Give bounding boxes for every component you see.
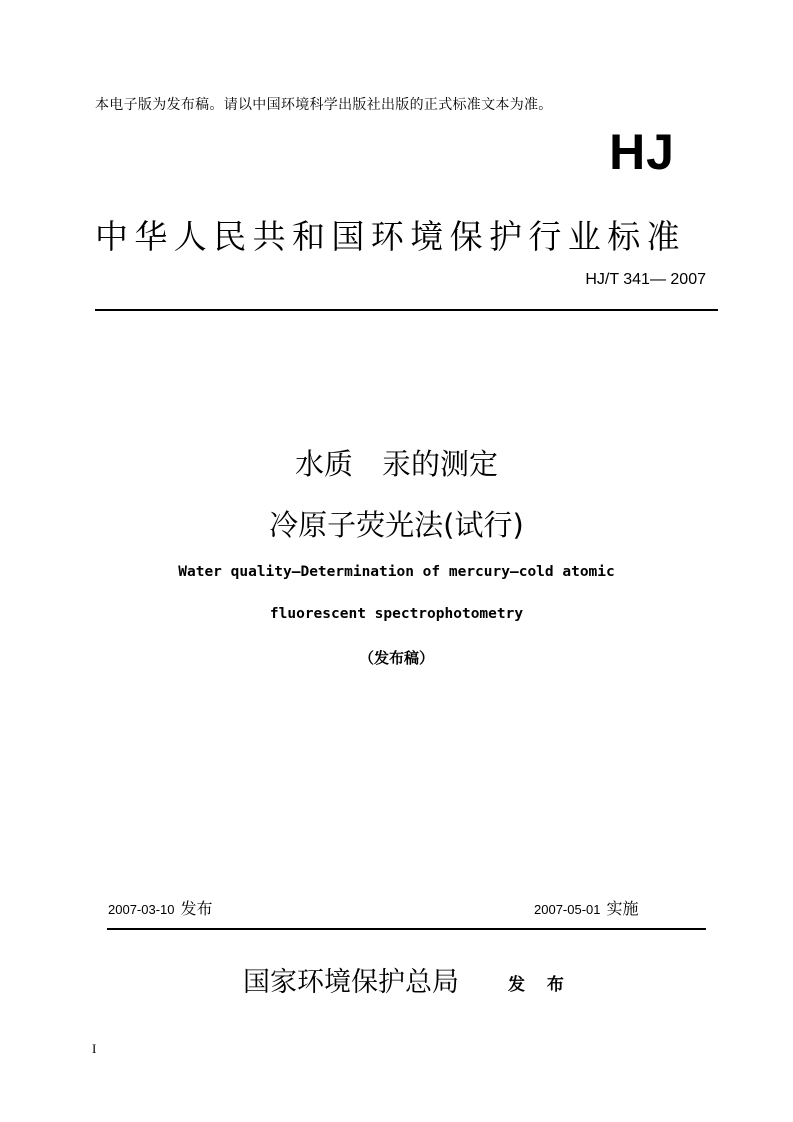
implementation-label: 实施 bbox=[606, 899, 639, 918]
top-divider bbox=[95, 309, 718, 311]
chinese-title-line-2: 冷原子荧光法(试行) bbox=[269, 508, 524, 542]
issue-date-block bbox=[108, 896, 213, 919]
publication-notice: 本电子版为发布稿。请以中国环境科学出版社出版的正式标准文本为准。 bbox=[95, 97, 553, 113]
issuing-authority: 国家环境保护总局 bbox=[243, 967, 459, 998]
hj-logo: HJ bbox=[609, 124, 675, 180]
chinese-title-line-1: 水质 汞的测定 bbox=[294, 447, 498, 481]
standard-category-title: 中华人民共和国环境保护行业标准 bbox=[95, 217, 686, 256]
draft-mark: （发布稿） bbox=[358, 649, 434, 667]
english-title-line-1: Water quality—Determination of mercury—cold atomic bbox=[178, 564, 615, 580]
issue-date: 2007-03-10 bbox=[108, 902, 175, 917]
implementation-date-block bbox=[534, 896, 639, 919]
implementation-date: 2007-05-01 bbox=[534, 902, 601, 917]
page-number: I bbox=[92, 1041, 97, 1056]
standard-code: HJ/T 341— 2007 bbox=[585, 271, 706, 288]
bottom-divider bbox=[107, 928, 706, 930]
issuing-action: 发 布 bbox=[508, 975, 572, 995]
english-title-line-2: fluorescent spectrophotometry bbox=[269, 606, 524, 622]
issue-label: 发布 bbox=[180, 899, 213, 918]
